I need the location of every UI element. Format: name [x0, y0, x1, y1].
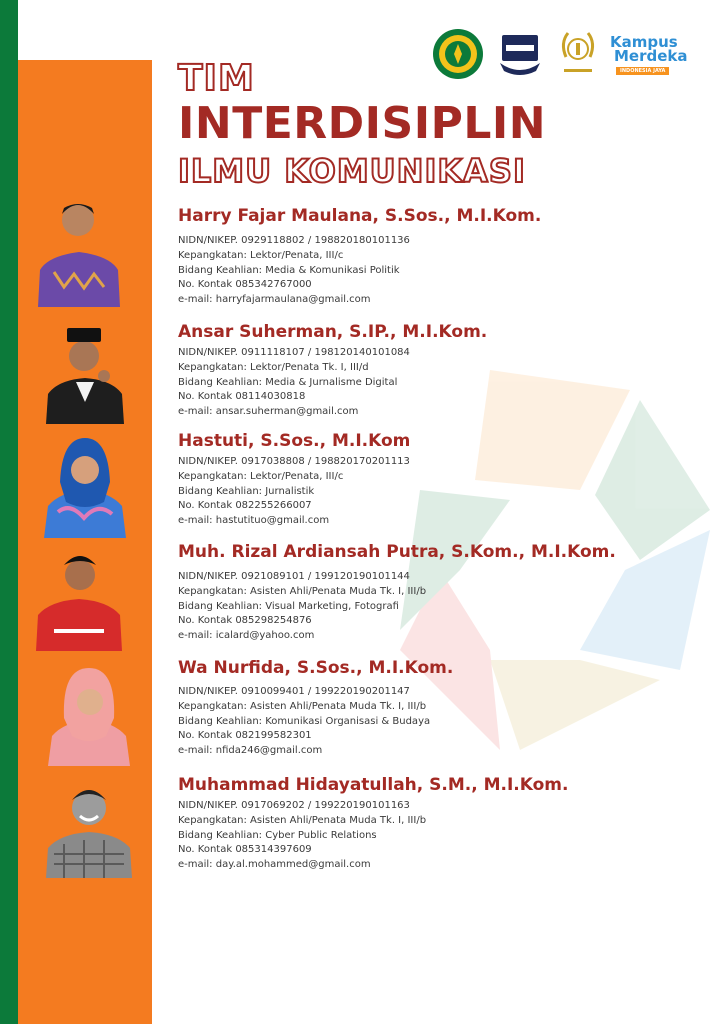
kampus-logo-text-1: Kampus — [610, 33, 678, 51]
member-rank: Kepangkatan: Asisten Ahli/Penata Muda Tk. I, III/b — [178, 585, 427, 597]
member-photo-2 — [40, 322, 130, 424]
member-name: Wa Nurfida, S.Sos., M.I.Kom. — [178, 658, 454, 678]
member-nidn: NIDN/NIKEP. 0917069202 / 199220190101163 — [178, 800, 410, 811]
member-email: e-mail: hastutituo@gmail.com — [178, 515, 330, 527]
member-photo-6 — [44, 774, 134, 878]
member-rank: Kepangkatan: Asisten Ahli/Penata Muda Tk. I, III/b — [178, 814, 427, 826]
member-field: Bidang Keahlian: Media & Komunikasi Politik — [178, 264, 400, 276]
accreditation-logo — [494, 31, 546, 77]
member-nidn: NIDN/NIKEP. 0929118802 / 198820180101136 — [178, 235, 410, 246]
member-rank: Kepangkatan: Lektor/Penata, III/c — [178, 249, 344, 261]
member-photo-3 — [40, 432, 130, 538]
member-email: e-mail: nfida246@gmail.com — [178, 745, 323, 757]
member-card-3 — [178, 431, 708, 529]
member-email: e-mail: harryfajarmaulana@gmail.com — [178, 294, 371, 306]
member-nidn: NIDN/NIKEP. 0921089101 / 199120190101144 — [178, 571, 410, 582]
member-nidn: NIDN/NIKEP. 0910099401 / 199220190201147 — [178, 686, 410, 697]
member-name: Harry Fajar Maulana, S.Sos., M.I.Kom. — [178, 206, 542, 226]
member-contact: No. Kontak 085314397609 — [178, 844, 312, 856]
partner-logos — [432, 26, 706, 82]
title-line-1: TIM — [178, 58, 255, 99]
member-card-4 — [178, 542, 708, 644]
member-email: e-mail: icalard@yahoo.com — [178, 630, 315, 642]
member-rank: Kepangkatan: Asisten Ahli/Penata Muda Tk. I, III/b — [178, 700, 427, 712]
member-card-6 — [178, 775, 708, 873]
member-photo-1 — [34, 192, 124, 307]
member-name: Hastuti, S.Sos., M.I.Kom — [178, 431, 411, 451]
kampus-logo-text-3: INDONESIA JAYA — [616, 67, 669, 75]
member-name: Muh. Rizal Ardiansah Putra, S.Kom., M.I.Kom. — [178, 542, 616, 562]
member-card-5 — [178, 658, 708, 759]
member-email: e-mail: ansar.suherman@gmail.com — [178, 406, 359, 418]
member-contact: No. Kontak 085342767000 — [178, 279, 312, 291]
kampus-merdeka-logo — [610, 31, 706, 77]
member-email: e-mail: day.al.mohammed@gmail.com — [178, 859, 371, 871]
member-field: Bidang Keahlian: Jurnalistik — [178, 485, 315, 497]
member-rank: Kepangkatan: Lektor/Penata, III/c — [178, 470, 344, 482]
member-photo-5 — [44, 664, 134, 766]
award-badge-logo — [556, 27, 600, 81]
member-name: Muhammad Hidayatullah, S.M., M.I.Kom. — [178, 775, 569, 795]
member-card-2 — [178, 322, 708, 420]
member-photo-4 — [34, 543, 124, 651]
member-nidn: NIDN/NIKEP. 0911118107 / 198120140101084 — [178, 347, 410, 358]
member-field: Bidang Keahlian: Cyber Public Relations — [178, 829, 377, 841]
member-card-1 — [178, 206, 708, 308]
member-field: Bidang Keahlian: Visual Marketing, Fotografi — [178, 600, 399, 612]
member-field: Bidang Keahlian: Media & Jurnalisme Digital — [178, 376, 398, 388]
member-contact: No. Kontak 08114030818 — [178, 391, 306, 403]
kampus-logo-text-2: Merdeka — [614, 47, 688, 65]
member-name: Ansar Suherman, S.IP., M.I.Kom. — [178, 322, 488, 342]
member-field: Bidang Keahlian: Komunikasi Organisasi & Budaya — [178, 715, 431, 727]
member-contact: No. Kontak 082255266007 — [178, 500, 312, 512]
university-seal-logo — [432, 28, 484, 80]
title-line-3: ILMU KOMUNIKASI — [178, 152, 526, 190]
title-line-2: INTERDISIPLIN — [178, 98, 547, 149]
member-contact: No. Kontak 082199582301 — [178, 730, 312, 742]
member-contact: No. Kontak 085298254876 — [178, 615, 312, 627]
member-nidn: NIDN/NIKEP. 0917038808 / 198820170201113 — [178, 456, 410, 467]
member-rank: Kepangkatan: Lektor/Penata Tk. I, III/d — [178, 361, 369, 373]
